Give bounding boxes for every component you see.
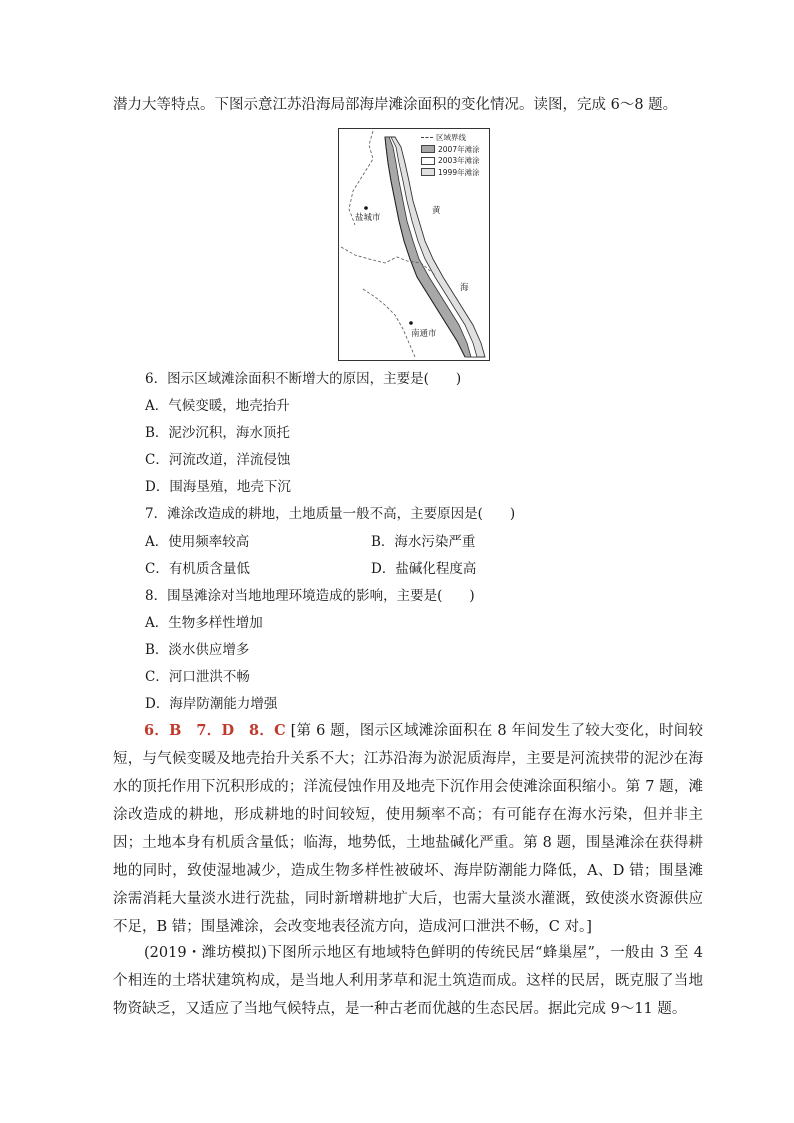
sea-label-huang: 黄 xyxy=(432,206,441,216)
legend-2003: 2003年滩涂 xyxy=(421,155,485,167)
question-6-option-b: B．泥沙沉积，海水顶托 xyxy=(145,425,290,441)
map-legend xyxy=(421,132,485,178)
intro-line: 潜力大等特点。下图示意江苏沿海局部海岸滩涂面积的变化情况。读图，完成 6～8 题。 xyxy=(113,97,678,113)
answer-key: 6．B 7．D 8．C xyxy=(144,722,286,739)
question-8-option-c: C．河口泄洪不畅 xyxy=(145,669,250,685)
question-6-option-d: D．围海垦殖，地壳下沉 xyxy=(145,479,291,495)
city-dot xyxy=(409,321,413,325)
question-6-stem: 6．图示区域滩涂面积不断增大的原因，主要是( ) xyxy=(145,371,462,387)
city-label-yancheng: 盐城市 xyxy=(355,213,381,223)
question-6-option-c: C．河流改道，洋流侵蚀 xyxy=(145,452,291,468)
question-7-option-c: C．有机质含量低 xyxy=(145,561,250,577)
question-8-stem: 8．围垦滩涂对当地地理环境造成的影响，主要是( ) xyxy=(145,588,475,604)
question-8-option-d: D．海岸防潮能力增强 xyxy=(145,696,278,712)
question-7-stem: 7．滩涂改造成的耕地，土地质量一般不高，主要原因是( ) xyxy=(145,506,516,522)
question-8-option-b: B．淡水供应增多 xyxy=(145,642,250,658)
city-dot xyxy=(364,206,368,210)
intro-9-11: (2019・潍坊模拟)下图所示地区有地域特色鲜明的传统民居“蜂巢屋”，一般由 3 至 4 个相连的土塔状建筑构成，是当地人利用茅草和泥土筑造而成。这样的民居，既克服了当地物资缺乏，又适应了当地气候特点，是一种古老而优越的生态民居。据此完成 9～11 题。 xyxy=(113,945,703,1017)
legend-1999: 1999年滩涂 xyxy=(421,167,485,179)
answer-explanation xyxy=(113,717,703,941)
question-7-option-d: D．盐碱化程度高 xyxy=(371,561,477,577)
boundary-line xyxy=(363,289,415,357)
question-7-option-a: A．使用频率较高 xyxy=(145,534,250,550)
sea-label-hai: 海 xyxy=(460,283,469,293)
legend-boundary: 区域界线 xyxy=(421,132,485,144)
answer-text: [第 6 题，图示区域滩涂面积在 8 年间发生了较大变化，时间较短，与气候变暖及地壳抬升关系不大；江苏沿海为淤泥质海岸，主要是河流挟带的泥沙在海水的顶托作用下沉积形成的；洋流侵蚀作用及地壳下沉作用会使滩涂面积缩小。第 7 题，滩涂改造成的耕地，形成耕地的时间较短，使用频率不高；有可能存在海水污染，但并非主因；土地本身有机质含量低；临海，地势低，土地盐碱化严重。第 8 题，围垦滩涂在获得耕地的同时，致使湿地减少，造成生物多样性被破坏、海岸防潮能力降低，A、D 错；围垦滩涂需消耗大量淡水进行洗盐，同时新增耕地扩大后，也需大量淡水灌溉，致使淡水资源供应不足，B 错；围垦滩涂，会改变地表径流方向，造成河口泄洪不畅，C 对。] xyxy=(113,723,704,935)
question-6-option-a: A．气候变暖，地壳抬升 xyxy=(145,398,290,414)
question-7-option-b: B．海水污染严重 xyxy=(371,534,476,550)
question-8-option-a: A．生物多样性增加 xyxy=(145,615,263,631)
legend-2007: 2007年滩涂 xyxy=(421,144,485,156)
coastal-mudflat-map xyxy=(338,128,490,361)
city-label-nantong: 南通市 xyxy=(411,329,437,339)
